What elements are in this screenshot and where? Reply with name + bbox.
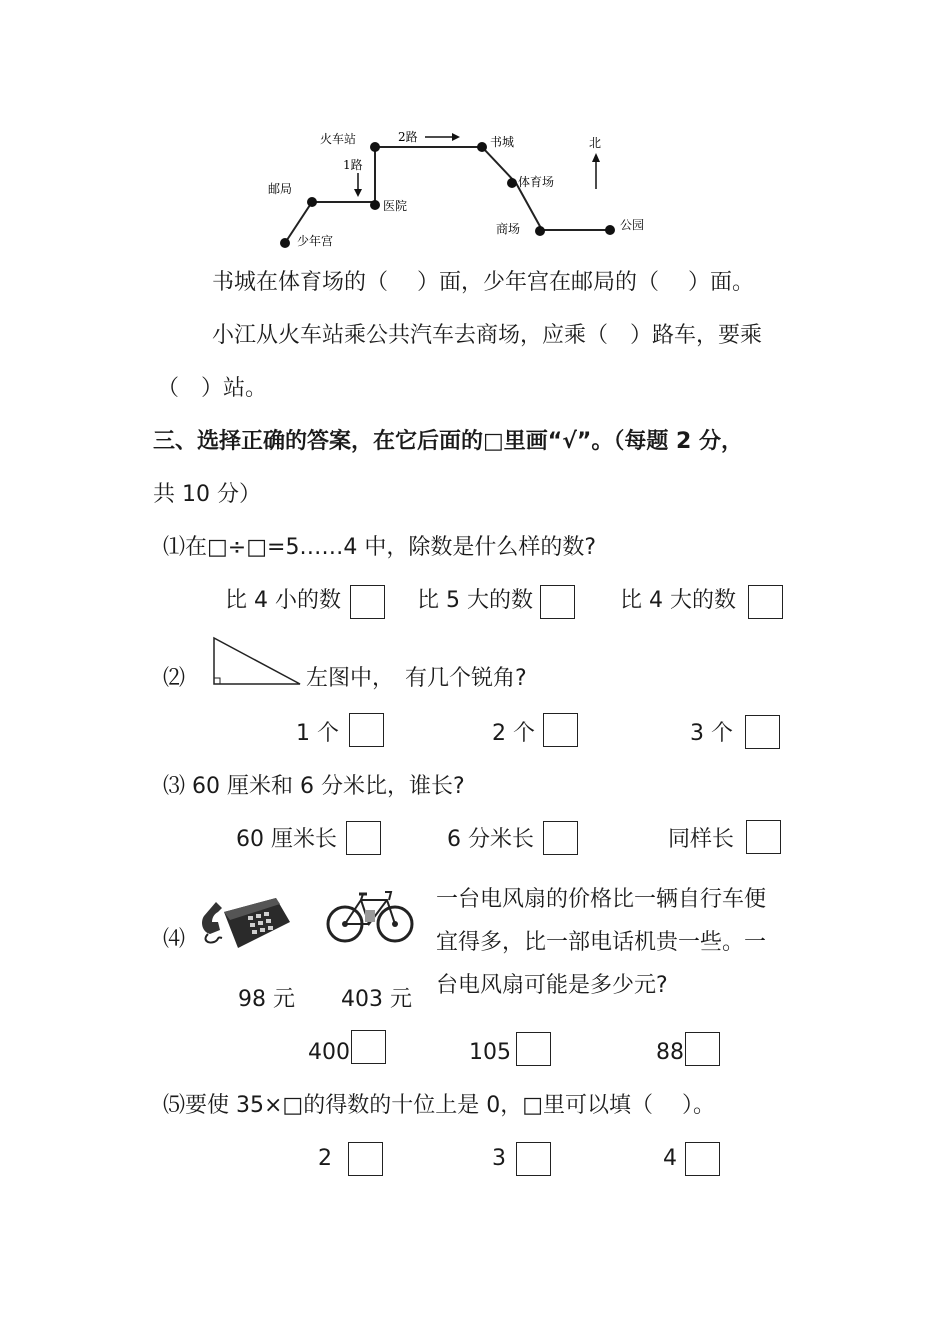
q2-option-3-checkbox[interactable] bbox=[745, 715, 780, 749]
q5-option-3-checkbox[interactable] bbox=[685, 1142, 720, 1176]
q4-option-2-checkbox[interactable] bbox=[516, 1032, 551, 1066]
q2-option-1-label: 1 个 bbox=[296, 721, 339, 746]
q3-prompt: ⑶ 60 厘米和 6 分米比，谁长? bbox=[163, 774, 465, 799]
label-route1: 1路 bbox=[343, 158, 363, 172]
node-park bbox=[605, 225, 615, 235]
q5-option-2-label: 3 bbox=[492, 1146, 506, 1171]
q4-text-line2: 宜得多，比一部电话机贵一些。一 bbox=[436, 930, 767, 955]
right-triangle-figure bbox=[210, 634, 306, 690]
q5-prompt: ⑸要使 35×□的得数的十位上是 0，□里可以填（ ）。 bbox=[163, 1093, 715, 1118]
node-train-station bbox=[370, 142, 380, 152]
q5-option-3-label: 4 bbox=[663, 1146, 677, 1171]
q2-number: ⑵ bbox=[163, 666, 186, 691]
label-north: 北 bbox=[589, 136, 602, 150]
q3-option-3-label: 同样长 bbox=[668, 827, 735, 852]
node-youth-palace bbox=[280, 238, 290, 248]
q1-option-3-checkbox[interactable] bbox=[748, 585, 783, 619]
question-bus-line1: 小江从火车站乘公共汽车去商场，应乘（ ）路车，要乘 bbox=[212, 323, 763, 348]
label-park: 公园 bbox=[620, 218, 645, 232]
q2-option-2-label: 2 个 bbox=[492, 721, 535, 746]
label-train-station: 火车站 bbox=[320, 132, 357, 146]
node-hospital bbox=[370, 200, 380, 210]
section3-heading-cont: 共 10 分） bbox=[153, 482, 261, 507]
q4-number: ⑷ bbox=[163, 927, 186, 952]
q4-price-phone: 98 元 bbox=[238, 987, 295, 1012]
q1-option-1-checkbox[interactable] bbox=[350, 585, 385, 619]
label-post-office: 邮局 bbox=[268, 182, 293, 196]
q5-option-1-label: 2 bbox=[318, 1146, 332, 1171]
node-bookstore bbox=[477, 142, 487, 152]
q1-prompt: ⑴在□÷□=5……4 中，除数是什么样的数? bbox=[163, 535, 597, 560]
route2-arrowhead bbox=[452, 133, 460, 141]
q3-option-2-checkbox[interactable] bbox=[543, 821, 578, 855]
q4-option-1-checkbox[interactable] bbox=[351, 1030, 386, 1064]
bicycle-image bbox=[325, 884, 417, 946]
route1-arrowhead bbox=[354, 189, 362, 197]
q4-option-2-label: 105 bbox=[469, 1040, 511, 1065]
q3-option-1-checkbox[interactable] bbox=[346, 821, 381, 855]
q5-option-1-checkbox[interactable] bbox=[348, 1142, 383, 1176]
q3-option-3-checkbox[interactable] bbox=[746, 820, 781, 854]
q2-option-1-checkbox[interactable] bbox=[349, 713, 384, 747]
node-stadium bbox=[507, 178, 517, 188]
q1-option-2-label: 比 5 大的数 bbox=[417, 588, 533, 613]
q1-option-1-label: 比 4 小的数 bbox=[225, 588, 341, 613]
q1-option-3-label: 比 4 大的数 bbox=[620, 588, 736, 613]
node-post-office bbox=[307, 197, 317, 207]
label-route2: 2路 bbox=[398, 130, 418, 144]
map-road bbox=[285, 147, 610, 243]
q4-text-line1: 一台电风扇的价格比一辆自行车便 bbox=[436, 887, 767, 912]
q2-option-3-label: 3 个 bbox=[690, 721, 733, 746]
q4-price-bike: 403 元 bbox=[341, 987, 412, 1012]
q1-option-2-checkbox[interactable] bbox=[540, 585, 575, 619]
node-mall bbox=[535, 226, 545, 236]
north-arrowhead bbox=[592, 153, 600, 162]
label-hospital: 医院 bbox=[383, 199, 408, 213]
q3-option-1-label: 60 厘米长 bbox=[236, 827, 337, 852]
section3-heading: 三、选择正确的答案，在它后面的□里画“√”。（每题 2 分， bbox=[153, 429, 744, 454]
question-direction: 书城在体育场的（ ）面，少年宫在邮局的（ ）面。 bbox=[212, 270, 754, 295]
label-youth-palace: 少年宫 bbox=[297, 234, 334, 248]
q2-option-2-checkbox[interactable] bbox=[543, 713, 578, 747]
q4-option-3-label: 88 bbox=[656, 1040, 684, 1065]
label-mall: 商场 bbox=[496, 222, 521, 236]
question-bus-line2: （ ）站。 bbox=[157, 376, 268, 401]
q4-option-3-checkbox[interactable] bbox=[685, 1032, 720, 1066]
q3-option-2-label: 6 分米长 bbox=[447, 827, 534, 852]
q4-text-line3: 台电风扇可能是多少元? bbox=[436, 973, 668, 998]
label-stadium: 体育场 bbox=[518, 175, 555, 189]
q4-option-1-label: 400 bbox=[308, 1040, 350, 1065]
q2-prompt: 左图中， 有几个锐角? bbox=[306, 666, 527, 691]
label-bookstore: 书城 bbox=[490, 135, 515, 149]
q5-option-2-checkbox[interactable] bbox=[516, 1142, 551, 1176]
telephone-image bbox=[198, 892, 293, 954]
route-map bbox=[260, 125, 660, 260]
